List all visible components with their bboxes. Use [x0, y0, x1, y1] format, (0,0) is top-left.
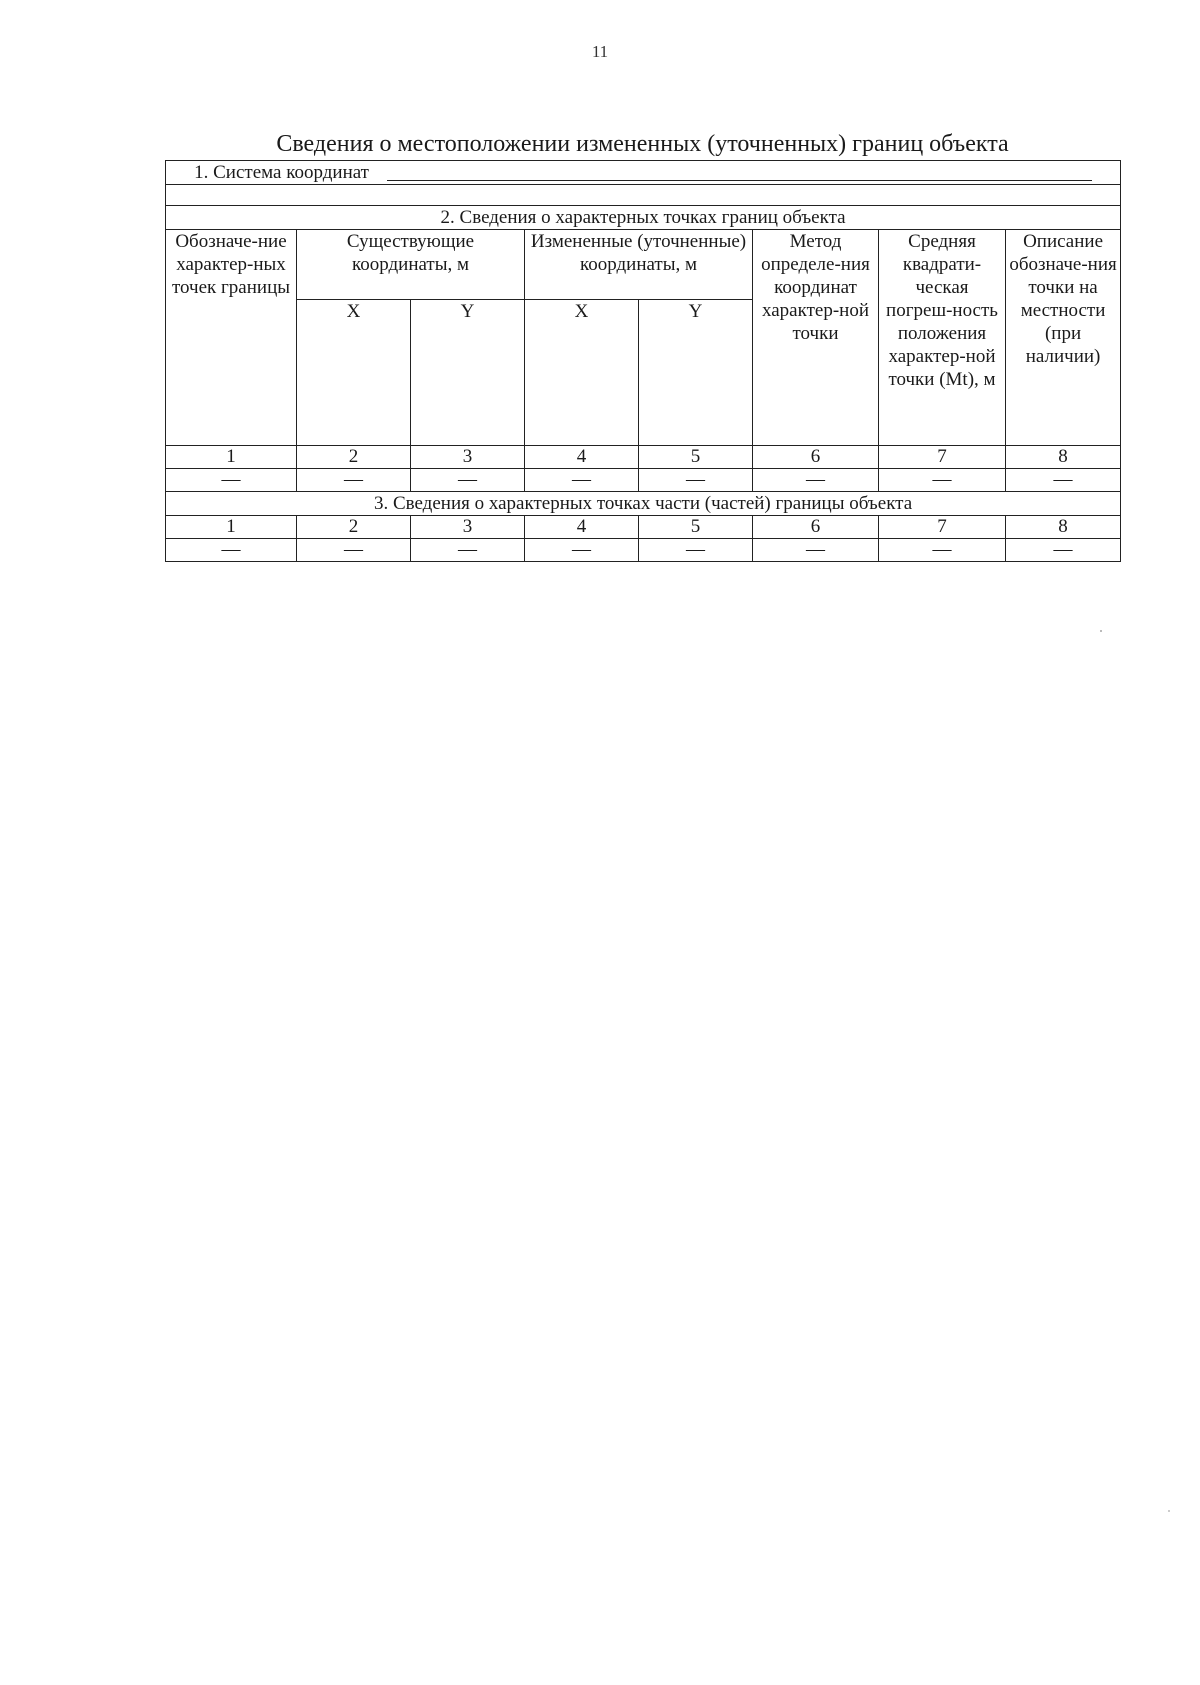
header-changed-coordinates: Измененные (уточненные) координаты, м	[525, 230, 753, 300]
column-number: 8	[1006, 446, 1121, 469]
column-number: 2	[297, 516, 411, 539]
header-description: Описание обозначе-ния точки на местности (при наличии)	[1006, 230, 1121, 446]
column-number: 5	[639, 446, 753, 469]
column-number: 3	[411, 516, 525, 539]
empty-cell-dash: —	[166, 469, 297, 492]
column-number: 8	[1006, 516, 1121, 539]
header-mean-square-error: Средняя квадрати-ческая погреш-ность положения характер-ной точки (Mt), м	[879, 230, 1006, 446]
header-existing-coordinates: Существующие координаты, м	[297, 230, 525, 300]
empty-cell-dash: —	[411, 539, 525, 562]
empty-cell-dash: —	[297, 539, 411, 562]
header-point-designation: Обозначе-ние характер-ных точек границы	[166, 230, 297, 446]
blank-row	[166, 185, 1121, 206]
section-2-label: 2. Сведения о характерных точках границ объекта	[166, 206, 1121, 230]
header-row-1	[166, 230, 1121, 300]
coordinate-system-row	[166, 161, 1121, 185]
empty-cell-dash: —	[639, 539, 753, 562]
empty-cell-dash: —	[297, 469, 411, 492]
dash-row	[166, 469, 1121, 492]
column-number: 3	[411, 446, 525, 469]
empty-cell-dash: —	[1006, 539, 1121, 562]
empty-cell-dash: —	[525, 469, 639, 492]
column-number: 5	[639, 516, 753, 539]
section-1-label: 1. Система координат	[194, 162, 369, 183]
empty-cell-dash: —	[753, 539, 879, 562]
column-number: 7	[879, 446, 1006, 469]
scan-speck	[1100, 630, 1102, 632]
empty-cell-dash: —	[1006, 469, 1121, 492]
header-changed-x: X	[525, 300, 639, 446]
coordinate-system-field[interactable]	[387, 179, 1092, 181]
column-number: 1	[166, 516, 297, 539]
column-numbers-row	[166, 516, 1121, 539]
column-number: 4	[525, 446, 639, 469]
section-2-row	[166, 206, 1121, 230]
scan-speck	[1168, 1510, 1170, 1512]
header-existing-x: X	[297, 300, 411, 446]
empty-cell-dash: —	[525, 539, 639, 562]
header-method: Метод определе-ния координат характер-ной точки	[753, 230, 879, 446]
header-existing-y: Y	[411, 300, 525, 446]
column-number: 4	[525, 516, 639, 539]
column-number: 7	[879, 516, 1006, 539]
column-numbers-row	[166, 446, 1121, 469]
page-number: 11	[591, 42, 609, 61]
column-number: 2	[297, 446, 411, 469]
header-changed-y: Y	[639, 300, 753, 446]
section-3-row	[166, 492, 1121, 516]
empty-cell-dash: —	[639, 469, 753, 492]
empty-cell-dash: —	[166, 539, 297, 562]
section-3-label: 3. Сведения о характерных точках части (частей) границы объекта	[166, 492, 1121, 516]
column-number: 1	[166, 446, 297, 469]
empty-cell-dash: —	[411, 469, 525, 492]
column-number: 6	[753, 446, 879, 469]
boundary-points-table	[165, 160, 1121, 562]
document-title: Сведения о местоположении измененных (уточненных) границ объекта	[276, 131, 1009, 157]
empty-cell-dash: —	[753, 469, 879, 492]
column-number: 6	[753, 516, 879, 539]
empty-cell-dash: —	[879, 469, 1006, 492]
empty-cell-dash: —	[879, 539, 1006, 562]
dash-row	[166, 539, 1121, 562]
